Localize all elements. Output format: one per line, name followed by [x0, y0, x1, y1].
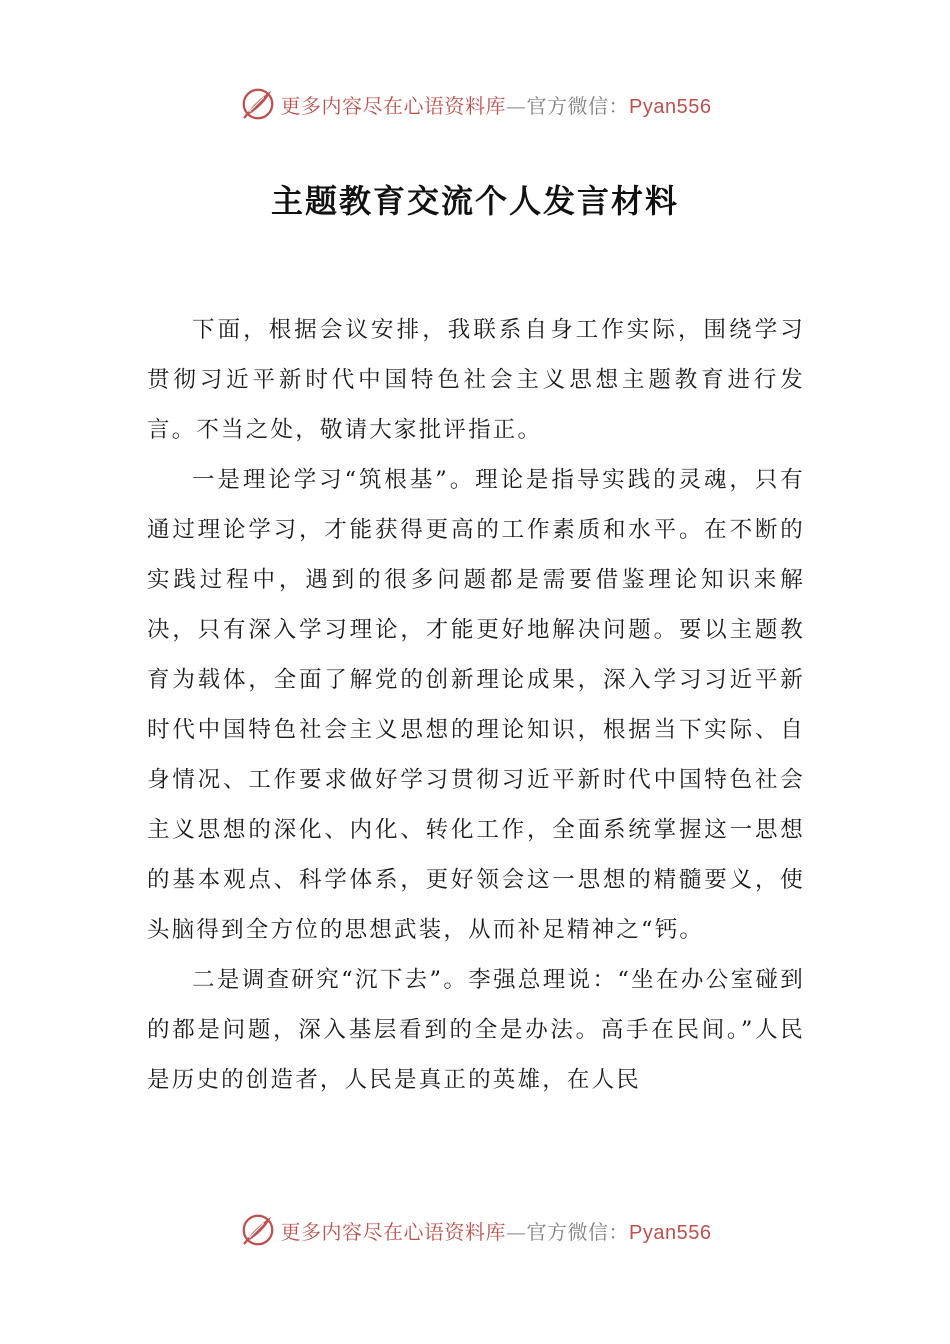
- banner-dash: —: [506, 93, 527, 118]
- header-banner: [0, 82, 950, 126]
- banner-account: Pyan556: [629, 95, 712, 118]
- quill-pen-logo-icon: [239, 85, 277, 123]
- banner-wechat-label: 官方微信：: [526, 93, 630, 118]
- banner-main-text: 更多内容尽在心语资料库: [280, 93, 507, 118]
- document-body: [147, 305, 805, 1105]
- footer-banner: [0, 1208, 950, 1252]
- banner-wechat-label: 官方微信：: [526, 1219, 630, 1244]
- quill-pen-logo-icon: [239, 1211, 277, 1249]
- banner-text: [281, 90, 712, 119]
- banner-main-text: 更多内容尽在心语资料库: [280, 1219, 507, 1244]
- paragraph-intro: 下面，根据会议安排，我联系自身工作实际，围绕学习贯彻习近平新时代中国特色社会主义思想主题教育进行发言。不当之处，敬请大家批评指正。: [147, 317, 805, 443]
- banner-text: [281, 1216, 712, 1245]
- banner-account: Pyan556: [629, 1221, 712, 1244]
- paragraph-investigation: 二是调查研究“沉下去”。李强总理说：“坐在办公室碰到的都是问题，深入基层看到的全是办法。高手在民间。”人民是历史的创造者，人民是真正的英雄，在人民: [147, 967, 805, 1093]
- paragraph-theory-study: 一是理论学习“筑根基”。理论是指导实践的灵魂，只有通过理论学习，才能获得更高的工作素质和水平。在不断的实践过程中，遇到的很多问题都是需要借鉴理论知识来解决，只有深入学习理论，才能更好地解决问题。要以主题教育为载体，全面了解党的创新理论成果，深入学习习近平新时代中国特色社会主义思想的理论知识，根据当下实际、自身情况、工作要求做好学习贯彻习近平新时代中国特色社会主义思想的深化、内化、转化工作，全面系统掌握这一思想的基本观点、科学体系，更好领会这一思想的精髓要义，使头脑得到全方位的思想武装，从而补足精神之“钙。: [147, 467, 805, 943]
- document-title: 主题教育交流个人发言材料: [270, 182, 679, 220]
- banner-dash: —: [506, 1219, 527, 1244]
